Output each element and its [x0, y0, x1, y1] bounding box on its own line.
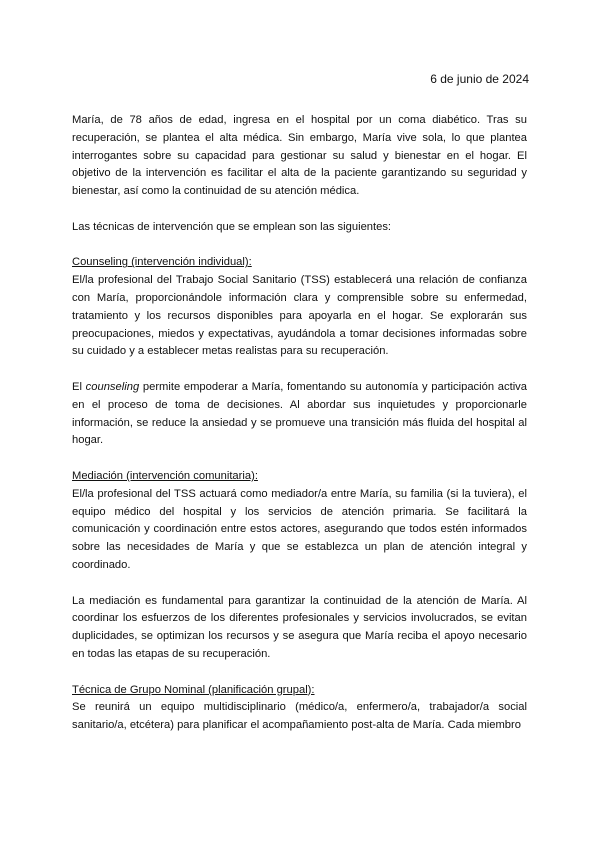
counseling-paragraph-1: El/la profesional del Trabajo Social Sanitario (TSS) establecerá una relación de confianza con María, proporcionándole información clara y comprensible sobre su enfermedad, tratamiento y los recursos disponibles para apoyarla en el hogar. Se explorarán sus preocupaciones, miedos y expectativas, ayudándola a tomar decisiones informadas sobre su cuidado y a establecer metas realistas para su recuperación. [72, 274, 527, 358]
mediacion-heading: Mediación (intervención comunitaria): [72, 469, 258, 482]
grupo-nominal-paragraph-1: Se reunirá un equipo multidisciplinario (médico/a, enfermero/a, trabajador/a social sanitario/a, etcétera) para planificar el acompañamiento post-alta de María. Cada miembro [72, 701, 527, 732]
counseling-heading: Counseling (intervención individual): [72, 256, 252, 269]
intro-paragraph: María, de 78 años de edad, ingresa en el hospital por un coma diabético. Tras su recuperación, se plantea el alta médica. Sin embargo, María vive sola, lo que plantea interrogantes sobre su capacidad para gestionar su salud y bienestar en el hogar. El objetivo de la intervención es facilitar el alta de la paciente garantizando su seguridad y bienestar, así como la continuidad de su atención médica. [72, 114, 527, 198]
techniques-intro: Las técnicas de intervención que se emplean son las siguientes: [72, 220, 392, 233]
grupo-nominal-heading: Técnica de Grupo Nominal (planificación grupal): [72, 683, 315, 696]
counseling-p2-start: El [72, 380, 86, 393]
counseling-p2-rest: permite empoderar a María, fomentando su autonomía y participación activa en el proceso de toma de decisiones. Al abordar sus inquietudes y proporcionarle información, se reduce la ansiedad y se promueve una transición más fluida del hospital al hogar. [72, 380, 527, 447]
mediacion-paragraph-1: El/la profesional del TSS actuará como mediador/a entre María, su familia (si la tuviera), el equipo médico del hospital y los servicios de atención primaria. Se facilitará la comunicación y coordinación entre estos actores, asegurando que todos estén informados sobre las necesidades de María y que se establezca un plan de atención integral y coordinado. [72, 487, 527, 571]
document-body [72, 112, 527, 735]
counseling-term: counseling [85, 380, 140, 393]
mediacion-paragraph-2: La mediación es fundamental para garantizar la continuidad de la atención de María. Al coordinar los esfuerzos de los diferentes profesionales y servicios involucrados, se evitan duplicidades, se optimizan los recursos y se asegura que María reciba el apoyo necesario en todas las etapas de su recuperación. [72, 594, 527, 660]
counseling-paragraph-2 [72, 379, 527, 450]
document-date: 6 de junio de 2024 [430, 72, 529, 86]
